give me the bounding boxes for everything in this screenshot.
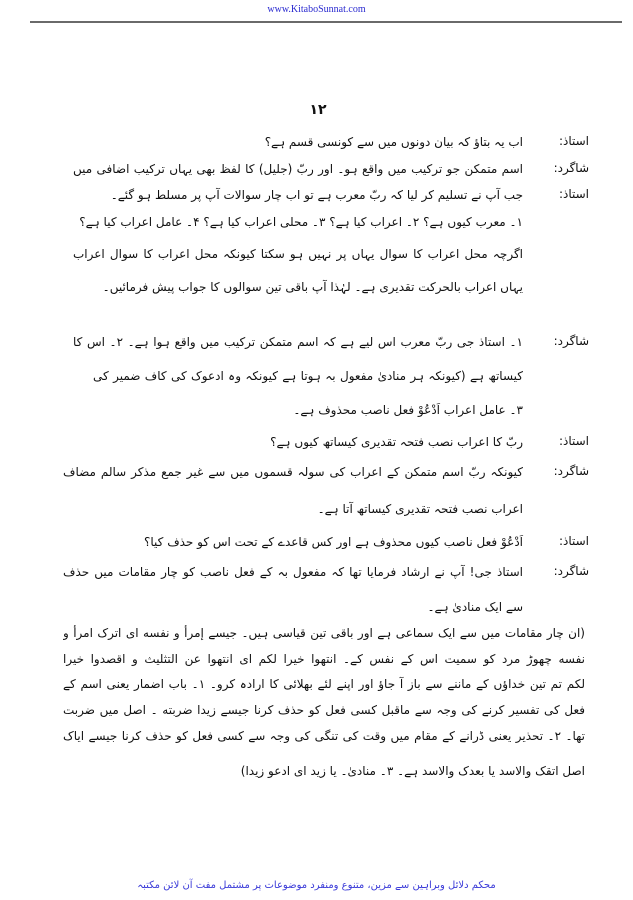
text-line: یہاں اعراب بالحرکت تقدیری ہے۔ لہٰذا آپ باقی تین سوالوں کا جواب پیش فرمائیں۔ — [102, 280, 523, 294]
speaker-label-teacher: استاذ: — [558, 134, 589, 148]
text-line: ۳۔ عامل اعراب اَدْعُوْ فعل ناصب محذوف ہے۔ — [293, 403, 523, 417]
text-line: تھا۔ ۲۔ تحذیر یعنی ڈرانے کے مقام میں وقت کی تنگی کی وجہ سے کسی فعل کو حذف کرنا جیسے ایاک — [63, 729, 585, 743]
text-line: نفسه چھوڑ مرد کو سمیت اس کے نفس کے۔ انتهوا خیرا لکم ای انتهوا عن التثلیث و اقصدوا خیرا — [63, 652, 585, 666]
speaker-label-teacher: استاذ: — [558, 534, 589, 548]
speaker-label-teacher: استاذ: — [558, 434, 589, 448]
text-line: کیونکہ ربّ اسم متمکن کے اعراب کی سولہ قسموں میں سے غیر جمع مذکر سالم مضاف — [63, 465, 523, 479]
header-rule — [30, 21, 622, 23]
footer-tagline[interactable]: محکم دلائل وبراہین سے مزین، متنوع ومنفرد موضوعات پر مشتمل مفت آن لائن مکتبہ — [137, 880, 496, 891]
text-line: استاذ جی! آپ نے ارشاد فرمایا تھا کہ مفعول بہ کے فعل ناصب کو چار مقامات میں حذف — [63, 565, 523, 579]
page-number: ۱۲ — [309, 102, 327, 118]
speaker-label-student: شاگرد: — [553, 334, 589, 348]
text-line: (ان چار مقامات میں سے ایک سماعی ہے اور باقی تین قیاسی ہیں۔ جیسے إمرأ و نفسه ای اترک امرأ و — [63, 626, 585, 640]
text-line: فعل کی تفسیر کرنے کی وجہ سے ماقبل کسی فعل کو حذف کرنا جیسے زیدا ضربته ۔ اصل میں ضربت — [63, 703, 585, 717]
text-line: ربّ کا اعراب نصب فتحہ تقدیری کیساتھ کیوں ہے؟ — [270, 435, 523, 449]
text-line: سے ایک منادیٰ ہے۔ — [427, 600, 523, 614]
text-line: اعراب نصب فتحہ تقدیری کیساتھ آتا ہے۔ — [317, 502, 523, 516]
text-line: لکم تم تین خداؤں کے ماننے سے باز آ جاؤ اور اپنے لئے بھلائی کا ارادہ کرو۔ ۱۔ باب اضمار یعنی اسم کے — [63, 677, 585, 691]
text-line: ۱۔ استاذ جی ربّ معرب اس لیے ہے کہ اسم متمکن ترکیب میں واقع ہوا ہے۔ ۲۔ اس کا — [73, 335, 523, 349]
text-line: اگرچہ محل اعراب کا سوال یہاں پر نہیں ہو سکتا کیونکہ محل اعراب کا سوال اعراب — [73, 247, 523, 261]
speaker-label-student: شاگرد: — [553, 464, 589, 478]
speaker-label-teacher: استاذ: — [558, 187, 589, 201]
text-line: ۱۔ معرب کیوں ہے؟ ۲۔ اعراب کیا ہے؟ ۳۔ محلی اعراب کیا ہے؟ ۴۔ عامل اعراب کیا ہے؟ — [79, 215, 523, 229]
speaker-label-student: شاگرد: — [553, 161, 589, 175]
text-line: کیساتھ ہے (کیونکہ ہر منادیٰ مفعول بہ ہوتا ہے کیونکہ وہ ادعوک کی کاف ضمیر کی — [93, 369, 523, 383]
text-line: اَدْعُوْ فعل ناصب کیوں محذوف ہے اور کس قاعدے کے تحت اس کو حذف کیا؟ — [144, 535, 523, 549]
text-line: اصل اتقک والاسد یا بعدک والاسد ہے۔ ۳۔ منادیٰ۔ یا زید ای ادعو زیدا) — [240, 764, 585, 778]
text-line: جب آپ نے تسلیم کر لیا کہ ربّ معرب ہے تو اب چار سوالات آپ پر مسلط ہو گئے۔ — [110, 188, 523, 202]
speaker-label-student: شاگرد: — [553, 564, 589, 578]
website-url[interactable]: www.KitaboSunnat.com — [267, 4, 366, 15]
text-line: اسم متمکن جو ترکیب میں واقع ہو۔ اور ربّ (جلیل) کا لفظ بھی یہاں ترکیب اضافی میں — [73, 162, 523, 176]
text-line: اب یہ بتاؤ کہ بیان دونوں میں سے کونسی قسم ہے؟ — [264, 135, 523, 149]
